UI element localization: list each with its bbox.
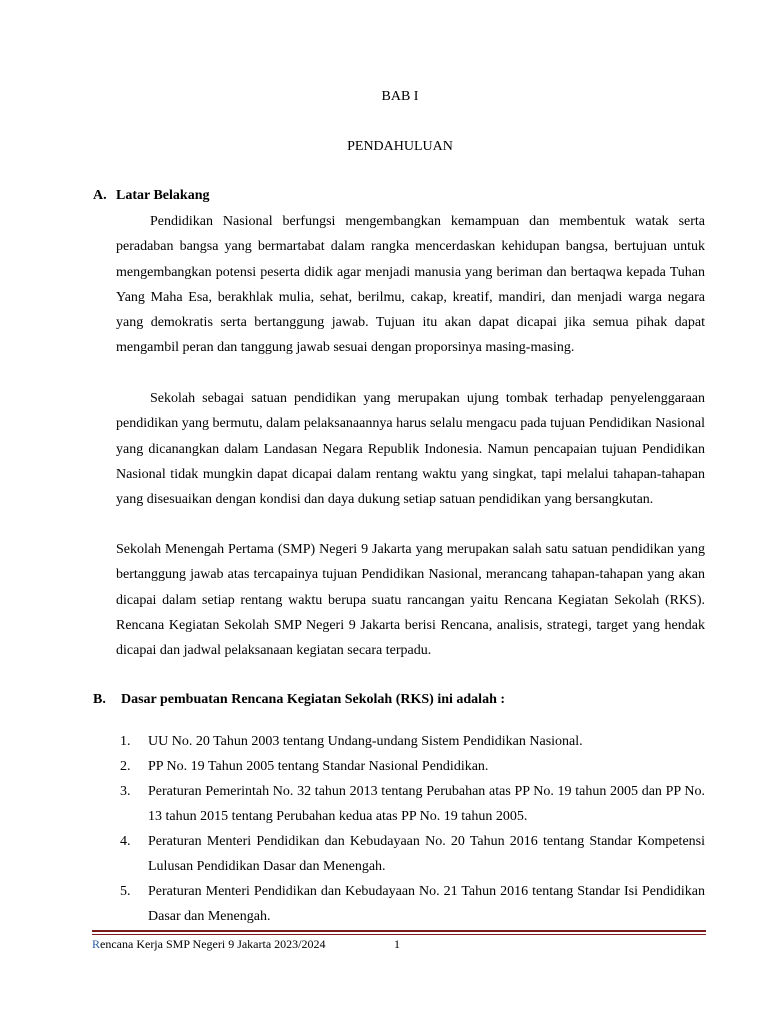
legal-basis-list — [116, 729, 705, 929]
list-text: UU No. 20 Tahun 2003 tentang Undang-undang Sistem Pendidikan Nasional. — [148, 734, 583, 749]
footer-rule-thick — [92, 930, 706, 932]
section-a-title: Latar Belakang — [116, 188, 210, 203]
paragraph-3: Sekolah Menengah Pertama (SMP) Negeri 9 Jakarta yang merupakan salah satu satuan pendidikan yang bertanggung jawab atas tercapainya tujuan Pendidikan Nasional, merancang tahapan-tahapan yang akan dicapai dalam setiap rentang waktu berupa suatu rancangan yaitu Rencana Kegiatan Sekolah (RKS). Rencana Kegiatan Sekolah SMP Negeri 9 Jakarta berisi Rencana, analisis, strategi, target yang hendak dicapai dan jadwal pelaksanaan kegiatan secara terpadu. — [116, 542, 705, 659]
paragraph-2: Sekolah sebagai satuan pendidikan yang merupakan ujung tombak terhadap penyelenggaraan pendidikan yang bermutu, dalam pelaksanaannya harus selalu mengacu pada tujuan Pendidikan Nasional yang dicanangkan dalam Landasan Negara Republik Indonesia. Namun pencapaian tujuan Pendidikan Nasional tidak mungkin dapat dicapai dalam rentang waktu yang singkat, tapi melalui tahapan-tahapan yang disesuaikan dengan kondisi dan daya dukung setiap satuan pendidikan yang bersangkutan. — [116, 391, 705, 508]
list-number: 2. — [120, 759, 131, 774]
list-text: Peraturan Menteri Pendidikan dan Kebudayaan No. 21 Tahun 2016 tentang Standar Isi Pendidikan Dasar dan Menengah. — [148, 884, 705, 924]
list-number: 1. — [120, 734, 131, 749]
list-item — [116, 779, 705, 829]
footer-title-rest: encana Kerja SMP Negeri 9 Jakarta 2023/2024 — [100, 937, 326, 951]
chapter-title: PENDAHULUAN — [347, 139, 453, 154]
list-text: Peraturan Pemerintah No. 32 tahun 2013 tentang Perubahan atas PP No. 19 tahun 2005 dan PP No. 13 tahun 2015 tentang Perubahan kedua atas PP No. 19 tahun 2005. — [148, 784, 705, 824]
section-b-heading — [93, 692, 505, 708]
page-number: 1 — [394, 937, 400, 951]
paragraph-1: Pendidikan Nasional berfungsi mengembangkan kemampuan dan membentuk watak serta peradaban bangsa yang bermartabat dalam rangka mencerdaskan kehidupan bangsa, bertujuan untuk mengembangkan potensi peserta didik agar menjadi manusia yang beriman dan bertaqwa kepada Tuhan Yang Maha Esa, berakhlak mulia, sehat, berilmu, cakap, kreatif, mandiri, dan menjadi warga negara yang demokratis serta bertanggung jawab. Tujuan itu akan dapat dicapai jika semua pihak dapat mengambil peran dan tanggung jawab sesuai dengan proporsinya masing-masing. — [116, 214, 705, 356]
footer-first-letter: R — [92, 937, 101, 951]
list-number: 5. — [120, 884, 131, 899]
list-number: 3. — [120, 784, 131, 799]
footer-rule-thin — [92, 934, 706, 935]
section-a-heading — [93, 188, 209, 204]
list-text: Peraturan Menteri Pendidikan dan Kebudayaan No. 20 Tahun 2016 tentang Standar Kompetensi Lulusan Pendidikan Dasar dan Menengah. — [148, 834, 705, 874]
chapter-number: BAB I — [381, 89, 419, 104]
section-a-label: A. — [93, 188, 107, 203]
list-item — [116, 754, 705, 779]
list-item — [116, 879, 705, 929]
list-number: 4. — [120, 834, 131, 849]
footer-title — [92, 937, 326, 952]
list-text: PP No. 19 Tahun 2005 tentang Standar Nasional Pendidikan. — [148, 759, 489, 774]
section-b-title: Dasar pembuatan Rencana Kegiatan Sekolah (RKS) ini adalah : — [121, 692, 506, 707]
section-b-label: B. — [93, 692, 106, 707]
list-item — [116, 829, 705, 879]
list-item — [116, 729, 705, 754]
